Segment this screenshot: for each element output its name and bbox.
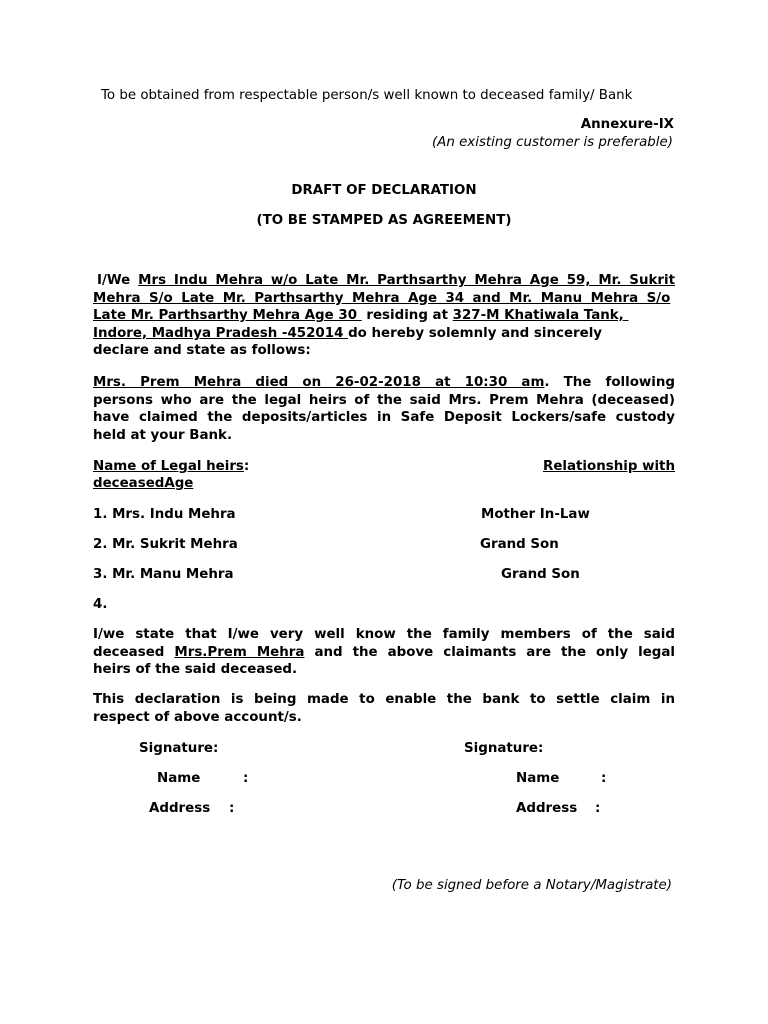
declarants-names-3: Late Mr. Parthsarthy Mehra Age 30 <box>93 308 358 324</box>
left-address-label: Address <box>149 801 211 816</box>
declarants-prefix: I/We <box>97 273 131 288</box>
address-line-1: 327-M Khatiwala Tank, <box>452 308 624 324</box>
declarants-line-3 <box>93 307 675 325</box>
obtaining-instruction: To be obtained from respectable person/s well known to deceased family/ Bank <box>101 88 633 103</box>
right-name-label: Name <box>516 771 560 786</box>
annexure-label: Annexure-IX <box>580 117 674 132</box>
death-info: Mrs. Prem Mehra died on 26-02-2018 at 10:30 am <box>93 375 545 390</box>
heir-row-2-name: 2. Mr. Sukrit Mehra <box>93 537 238 552</box>
heir-row-1-name: 1. Mrs. Indu Mehra <box>93 507 236 522</box>
draft-title: DRAFT OF DECLARATION <box>291 183 477 198</box>
right-name-colon: : <box>601 771 607 786</box>
declarants-line-1 <box>93 272 675 290</box>
declarants-line-4 <box>93 325 675 343</box>
purpose-line-1: This declaration is being made to enable the bank to settle claim in <box>93 692 675 707</box>
knowledge-line-2: deceased Mrs.Prem Mehra and the above claimants are the only legal <box>93 644 675 660</box>
heir-row-2-relationship: Grand Son <box>480 537 559 552</box>
solemn-declaration: do hereby solemnly and sincerely <box>348 325 603 341</box>
address-line-2: Indore, Madhya Pradesh -452014 <box>93 325 344 341</box>
purpose-statement-paragraph <box>93 691 675 726</box>
heirs-relationship-header-cont: deceasedAge <box>93 476 194 491</box>
preference-note: (An existing customer is preferable) <box>431 135 673 150</box>
purpose-line-2: respect of above account/s. <box>93 709 302 725</box>
declarants-line-2 <box>93 290 675 308</box>
left-name-colon: : <box>243 771 249 786</box>
notary-note: (To be signed before a Notary/Magistrate) <box>391 878 672 893</box>
declarants-line-5: declare and state as follows: <box>93 343 311 359</box>
right-address-colon: : <box>595 801 601 816</box>
heir-row-1-relationship: Mother In-Law <box>481 507 590 522</box>
residing-label: residing at <box>366 308 448 324</box>
knowledge-statement-paragraph <box>93 626 675 679</box>
left-signature-label: Signature: <box>139 741 219 756</box>
heirs-name-header: Name of Legal heirs: <box>93 459 250 474</box>
right-address-label: Address <box>516 801 578 816</box>
heir-row-3-relationship: Grand Son <box>501 567 580 582</box>
deceased-name: Mrs.Prem Mehra <box>174 644 305 660</box>
heir-row-4-name: 4. <box>93 597 108 612</box>
right-signature-label: Signature: <box>464 741 544 756</box>
death-line-3: have claimed the deposits/articles in Safe Deposit Lockers/safe custody <box>93 410 675 426</box>
knowledge-line-1: I/we state that I/we very well know the family members of the said <box>93 627 675 642</box>
death-line-4: held at your Bank. <box>93 427 233 443</box>
death-line-1: Mrs. Prem Mehra died on 26-02-2018 at 10:30 am. The following <box>93 375 675 390</box>
declarants-names-1: Mrs Indu Mehra w/o Late Mr. Parthsarthy Mehra Age 59, Mr. Sukrit <box>138 273 675 288</box>
stamp-subtitle: (TO BE STAMPED AS AGREEMENT) <box>256 213 512 228</box>
left-name-label: Name <box>157 771 201 786</box>
heirs-relationship-header: Relationship with <box>543 459 675 474</box>
declarants-names-2: Mehra S/o Late Mr. Parthsarthy Mehra Age 34 and Mr. Manu Mehra S/o <box>93 290 671 306</box>
knowledge-line-3: heirs of the said deceased. <box>93 662 298 678</box>
declarants-paragraph <box>93 272 675 360</box>
heir-row-3-name: 3. Mr. Manu Mehra <box>93 567 234 582</box>
death-statement-paragraph <box>93 374 675 444</box>
left-address-colon: : <box>229 801 235 816</box>
death-line-2: persons who are the legal heirs of the said Mrs. Prem Mehra (deceased) <box>93 392 675 408</box>
